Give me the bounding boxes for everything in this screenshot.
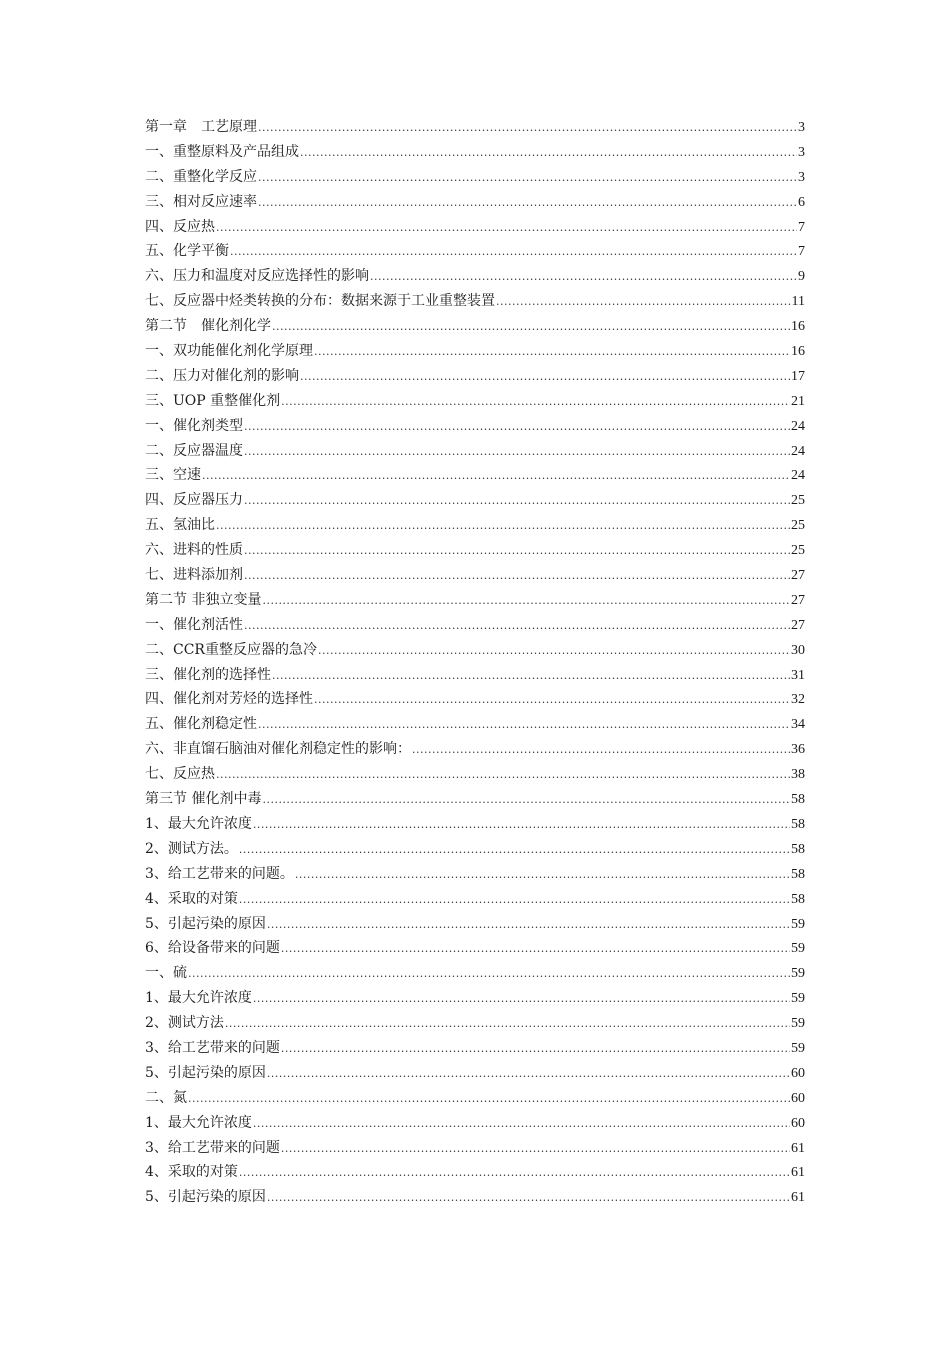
toc-entry-title: 七、进料添加剂: [145, 567, 243, 584]
toc-entry-page-number: 24: [791, 443, 805, 459]
toc-dot-leader: [239, 1161, 790, 1186]
toc-entry-page-number: 21: [791, 393, 805, 409]
toc-entry[interactable]: [145, 837, 805, 862]
toc-entry-page-number: 24: [791, 468, 805, 484]
toc-dot-leader: [272, 664, 790, 689]
toc-entry[interactable]: [145, 787, 805, 812]
toc-dot-leader: [412, 738, 790, 763]
toc-dot-leader: [258, 166, 797, 191]
toc-entry-page-number: 59: [791, 966, 805, 982]
toc-dot-leader: [244, 564, 790, 589]
toc-dot-leader: [244, 489, 790, 514]
toc-entry-page-number: 27: [791, 568, 805, 584]
toc-entry-page-number: 58: [791, 816, 805, 832]
toc-entry-page-number: 3: [798, 144, 805, 160]
toc-entry-title: 一、重整原料及产品组成: [145, 143, 299, 160]
toc-dot-leader: [262, 589, 790, 614]
toc-entry-title: 2、测试方法。: [145, 840, 238, 857]
toc-dot-leader: [244, 440, 790, 465]
toc-entry[interactable]: [145, 1111, 805, 1136]
toc-entry[interactable]: [145, 663, 805, 688]
toc-entry[interactable]: [145, 538, 805, 563]
toc-entry[interactable]: [145, 1061, 805, 1086]
toc-entry[interactable]: [145, 1185, 805, 1210]
toc-entry-page-number: 32: [791, 692, 805, 708]
toc-entry[interactable]: [145, 638, 805, 663]
toc-entry[interactable]: [145, 115, 805, 140]
toc-entry-title: 三、催化剂的选择性: [145, 666, 271, 683]
toc-entry-title: 1、最大允许浓度: [145, 990, 252, 1007]
toc-entry-title: 四、反应热: [145, 218, 215, 235]
toc-entry[interactable]: [145, 912, 805, 937]
toc-entry-title: 六、压力和温度对反应选择性的影响: [145, 268, 369, 285]
toc-entry-title: 3、给工艺带来的问题: [145, 1139, 280, 1156]
toc-entry-page-number: 36: [791, 742, 805, 758]
toc-entry-page-number: 11: [791, 294, 805, 310]
toc-entry[interactable]: [145, 140, 805, 165]
toc-dot-leader: [262, 788, 790, 813]
toc-entry[interactable]: [145, 239, 805, 264]
toc-entry-page-number: 61: [791, 1140, 805, 1156]
toc-entry-title: 第二节 催化剂化学: [145, 318, 271, 335]
toc-entry-title: 三、UOP 重整催化剂: [145, 392, 281, 409]
toc-entry[interactable]: [145, 712, 805, 737]
toc-entry[interactable]: [145, 762, 805, 787]
toc-dot-leader: [239, 888, 790, 913]
toc-dot-leader: [281, 390, 790, 415]
toc-entry-title: 第三节 催化剂中毒: [145, 791, 262, 808]
toc-entry[interactable]: [145, 737, 805, 762]
toc-entry-title: 二、压力对催化剂的影响: [145, 367, 299, 384]
toc-entry[interactable]: [145, 1160, 805, 1185]
toc-dot-leader: [188, 1087, 790, 1112]
toc-entry-page-number: 31: [791, 667, 805, 683]
toc-dot-leader: [314, 688, 790, 713]
toc-entry[interactable]: [145, 488, 805, 513]
toc-entry-title: 三、空速: [145, 467, 201, 484]
toc-entry-page-number: 38: [791, 767, 805, 783]
toc-entry[interactable]: [145, 339, 805, 364]
toc-entry-title: 一、催化剂类型: [145, 417, 243, 434]
toc-entry[interactable]: [145, 812, 805, 837]
toc-entry[interactable]: [145, 1136, 805, 1161]
table-of-contents: [145, 115, 805, 1210]
toc-entry-title: 5、引起污染的原因: [145, 1189, 266, 1206]
toc-entry-title: 3、给工艺带来的问题: [145, 1039, 280, 1056]
toc-entry[interactable]: [145, 936, 805, 961]
toc-dot-leader: [216, 763, 790, 788]
toc-entry-page-number: 59: [791, 1040, 805, 1056]
toc-entry-page-number: 9: [798, 269, 805, 285]
toc-entry-title: 5、引起污染的原因: [145, 915, 266, 932]
toc-entry-page-number: 3: [798, 169, 805, 185]
toc-dot-leader: [258, 191, 797, 216]
toc-entry-title: 二、反应器温度: [145, 442, 243, 459]
toc-entry-title: 4、采取的对策: [145, 1164, 238, 1181]
toc-dot-leader: [267, 913, 790, 938]
toc-entry-page-number: 34: [791, 717, 805, 733]
toc-entry-page-number: 58: [791, 792, 805, 808]
toc-entry-title: 四、催化剂对芳烃的选择性: [145, 691, 313, 708]
toc-entry-title: 5、引起污染的原因: [145, 1064, 266, 1081]
toc-dot-leader: [267, 1062, 790, 1087]
toc-dot-leader: [253, 813, 790, 838]
toc-entry-page-number: 27: [791, 617, 805, 633]
toc-entry[interactable]: [145, 463, 805, 488]
toc-entry[interactable]: [145, 1011, 805, 1036]
toc-entry[interactable]: [145, 961, 805, 986]
toc-dot-leader: [225, 1012, 790, 1037]
toc-entry-page-number: 25: [791, 518, 805, 534]
toc-entry-page-number: 60: [791, 1090, 805, 1106]
toc-entry[interactable]: [145, 215, 805, 240]
toc-dot-leader: [258, 713, 790, 738]
toc-entry[interactable]: [145, 513, 805, 538]
toc-entry-title: 六、进料的性质: [145, 542, 243, 559]
toc-entry[interactable]: [145, 289, 805, 314]
toc-entry-title: 六、非直馏石脑油对催化剂稳定性的影响：: [145, 741, 411, 758]
toc-entry[interactable]: [145, 314, 805, 339]
toc-dot-leader: [244, 539, 790, 564]
toc-entry[interactable]: [145, 687, 805, 712]
toc-entry-page-number: 7: [798, 219, 805, 235]
toc-entry-page-number: 58: [791, 891, 805, 907]
toc-entry-page-number: 60: [791, 1115, 805, 1131]
toc-entry-page-number: 25: [791, 543, 805, 559]
toc-dot-leader: [188, 962, 790, 987]
toc-entry-page-number: 30: [791, 642, 805, 658]
toc-dot-leader: [239, 838, 790, 863]
toc-entry[interactable]: [145, 588, 805, 613]
toc-entry-title: 1、最大允许浓度: [145, 815, 252, 832]
toc-entry-title: 6、给设备带来的问题: [145, 940, 280, 957]
toc-dot-leader: [267, 1186, 790, 1211]
toc-dot-leader: [253, 987, 790, 1012]
toc-entry-page-number: 16: [791, 344, 805, 360]
toc-dot-leader: [244, 415, 790, 440]
toc-entry-title: 1、最大允许浓度: [145, 1114, 252, 1131]
toc-entry-title: 五、催化剂稳定性: [145, 716, 257, 733]
toc-entry-page-number: 16: [791, 319, 805, 335]
toc-entry[interactable]: [145, 364, 805, 389]
toc-entry[interactable]: [145, 1086, 805, 1111]
toc-entry-title: 3、给工艺带来的问题。: [145, 865, 294, 882]
toc-entry-title: 七、反应热: [145, 766, 215, 783]
toc-entry-title: 二、氮: [145, 1089, 187, 1106]
toc-dot-leader: [253, 1112, 790, 1137]
toc-entry[interactable]: [145, 389, 805, 414]
toc-entry-title: 五、化学平衡: [145, 243, 229, 260]
toc-entry-title: 四、反应器压力: [145, 492, 243, 509]
toc-entry[interactable]: [145, 414, 805, 439]
toc-entry-title: 第二节 非独立变量: [145, 591, 262, 608]
toc-dot-leader: [281, 1137, 790, 1162]
toc-entry[interactable]: [145, 563, 805, 588]
toc-dot-leader: [216, 216, 797, 241]
toc-dot-leader: [202, 464, 790, 489]
toc-entry-title: 4、采取的对策: [145, 890, 238, 907]
toc-entry[interactable]: [145, 887, 805, 912]
toc-entry-title: 三、相对反应速率: [145, 193, 257, 210]
toc-entry-page-number: 7: [798, 244, 805, 260]
toc-dot-leader: [314, 340, 790, 365]
toc-entry-title: 第一章 工艺原理: [145, 119, 257, 135]
toc-entry[interactable]: [145, 1036, 805, 1061]
toc-entry-page-number: 58: [791, 841, 805, 857]
toc-entry-page-number: 17: [791, 368, 805, 384]
toc-entry-page-number: 59: [791, 991, 805, 1007]
toc-dot-leader: [300, 141, 797, 166]
toc-dot-leader: [230, 240, 797, 265]
toc-entry-page-number: 59: [791, 916, 805, 932]
toc-entry-title: 一、双功能催化剂化学原理: [145, 343, 313, 360]
toc-dot-leader: [258, 116, 797, 141]
toc-entry-title: 一、硫: [145, 965, 187, 982]
toc-entry[interactable]: [145, 190, 805, 215]
toc-entry-page-number: 58: [791, 866, 805, 882]
toc-entry-title: 七、反应器中烃类转换的分布：数据来源于工业重整装置: [145, 293, 495, 310]
toc-entry-page-number: 24: [791, 418, 805, 434]
toc-entry-page-number: 6: [798, 194, 805, 210]
toc-entry[interactable]: [145, 165, 805, 190]
toc-dot-leader: [318, 639, 790, 664]
toc-entry-page-number: 3: [798, 120, 805, 135]
toc-dot-leader: [496, 290, 791, 315]
toc-entry-title: 二、重整化学反应: [145, 168, 257, 185]
toc-entry[interactable]: [145, 862, 805, 887]
toc-entry-page-number: 60: [791, 1065, 805, 1081]
toc-entry[interactable]: [145, 613, 805, 638]
toc-entry-page-number: 59: [791, 1016, 805, 1032]
toc-entry-title: 一、催化剂活性: [145, 616, 243, 633]
toc-entry-title: 二、CCR重整反应器的急冷: [145, 641, 317, 658]
toc-dot-leader: [295, 863, 790, 888]
toc-entry[interactable]: [145, 986, 805, 1011]
toc-entry-page-number: 25: [791, 493, 805, 509]
toc-dot-leader: [272, 315, 790, 340]
toc-dot-leader: [281, 937, 790, 962]
toc-dot-leader: [216, 514, 790, 539]
toc-entry-page-number: 27: [791, 592, 805, 608]
toc-dot-leader: [281, 1037, 790, 1062]
toc-dot-leader: [300, 365, 790, 390]
toc-dot-leader: [370, 265, 797, 290]
toc-entry[interactable]: [145, 439, 805, 464]
toc-entry-title: 五、氢油比: [145, 517, 215, 534]
toc-entry-title: 2、测试方法: [145, 1015, 224, 1032]
toc-dot-leader: [244, 614, 790, 639]
toc-entry-page-number: 61: [791, 1190, 805, 1206]
toc-entry[interactable]: [145, 264, 805, 289]
toc-entry-page-number: 59: [791, 941, 805, 957]
toc-entry-page-number: 61: [791, 1165, 805, 1181]
